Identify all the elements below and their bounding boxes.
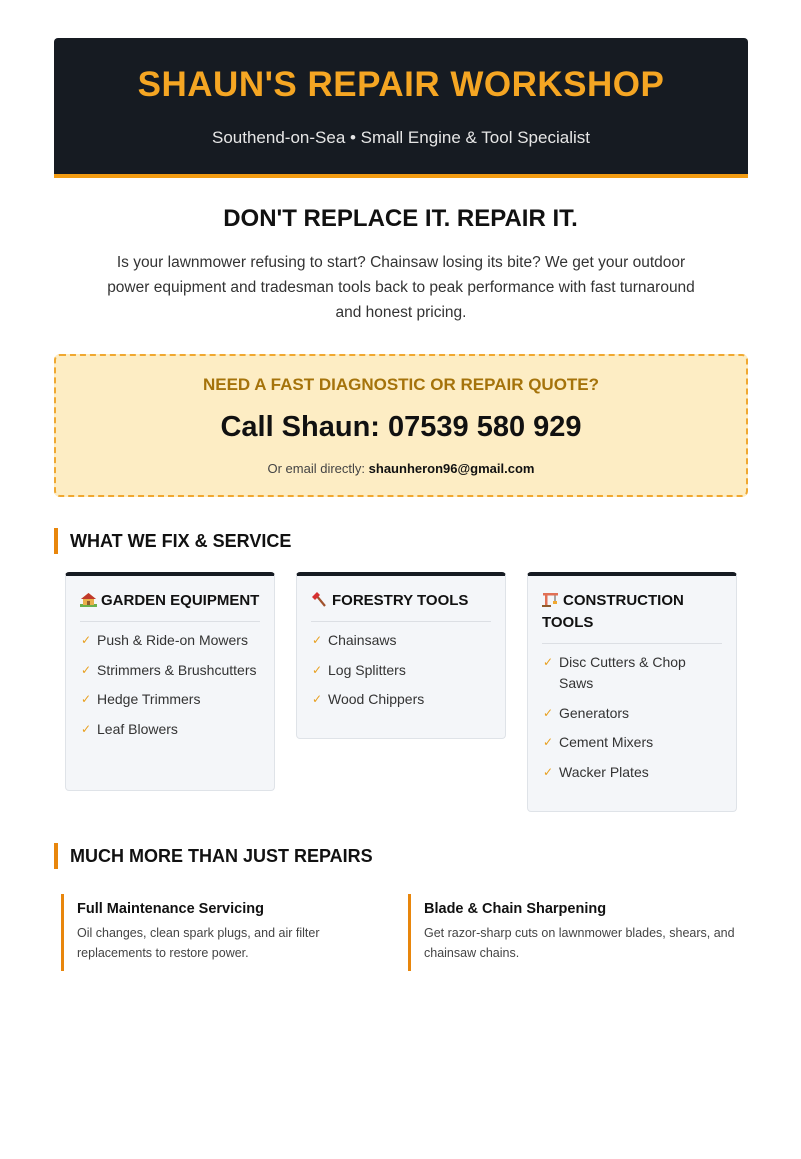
list-item: ✓ Chainsaws: [311, 630, 491, 651]
house-garden-icon: [80, 592, 97, 607]
service-sharpening: [408, 894, 743, 971]
service-title: Blade & Chain Sharpening: [424, 901, 607, 917]
email-address[interactable]: shaunheron96@gmail.com: [368, 461, 535, 476]
list-item: ✓ Wood Chippers: [311, 689, 491, 710]
business-name: SHAUN'S REPAIR WORKSHOP: [137, 65, 665, 104]
headline: DON'T REPLACE IT. REPAIR IT.: [223, 205, 578, 232]
card-title: [542, 590, 722, 644]
card-title-text: FORESTRY TOOLS: [332, 592, 469, 609]
card-list: [542, 652, 722, 783]
check-icon: ✓: [543, 705, 554, 720]
card-title: [311, 590, 491, 622]
phone-number[interactable]: Call Shaun: 07539 580 929: [220, 411, 582, 443]
card-garden-equipment: [65, 572, 275, 791]
service-description: Oil changes, clean spark plugs, and air filter replacements to restore power.: [77, 926, 320, 960]
check-icon: ✓: [543, 764, 554, 779]
axe-icon: [311, 592, 328, 607]
service-maintenance: [61, 894, 361, 971]
list-item: ✓ Log Splitters: [311, 660, 491, 681]
header-banner: [54, 38, 748, 178]
list-item: ✓ Push & Ride-on Mowers: [80, 630, 260, 651]
check-icon: ✓: [312, 633, 323, 647]
check-icon: ✓: [543, 655, 554, 669]
quote-callout: [54, 354, 748, 497]
card-list: [311, 630, 491, 710]
email-prefix: Or email directly:: [267, 461, 366, 476]
card-title-text: CONSTRUCTION TOOLS: [542, 592, 684, 631]
list-item: ✓ Cement Mixers: [542, 732, 722, 753]
card-title: [80, 590, 260, 622]
check-icon: ✓: [81, 662, 92, 677]
check-icon: ✓: [543, 735, 554, 749]
card-list: [80, 630, 260, 740]
business-tagline: Southend-on-Sea • Small Engine & Tool Specialist: [212, 128, 590, 147]
card-title-text: GARDEN EQUIPMENT: [101, 592, 260, 609]
check-icon: ✓: [81, 692, 92, 706]
check-icon: ✓: [81, 721, 92, 736]
card-forestry-tools: [296, 572, 506, 739]
service-description: Get razor-sharp cuts on lawnmower blades, shears, and chainsaw chains.: [424, 926, 735, 960]
service-title: Full Maintenance Servicing: [77, 901, 264, 917]
list-item: ✓ Wacker Plates: [542, 762, 722, 783]
list-item: ✓ Disc Cutters & Chop Saws: [543, 654, 686, 691]
list-item: ✓ Generators: [542, 703, 722, 724]
check-icon: ✓: [81, 633, 92, 647]
section-title-more-than-repairs: MUCH MORE THAN JUST REPAIRS: [54, 843, 373, 869]
construction-crane-icon: [542, 592, 559, 607]
intro-paragraph: Is your lawnmower refusing to start? Chainsaw losing its bite? We get your outdoor power equipment and tradesman tools back to peak performance with fast turnaround and honest pricing.: [107, 254, 695, 321]
card-construction-tools: [527, 572, 737, 812]
callout-heading: NEED A FAST DIAGNOSTIC OR REPAIR QUOTE?: [202, 375, 600, 394]
check-icon: ✓: [312, 662, 323, 677]
list-item: ✓ Leaf Blowers: [80, 719, 260, 740]
email-line: [56, 461, 746, 476]
list-item: ✓ Hedge Trimmers: [80, 689, 260, 710]
list-item: ✓ Strimmers & Brushcutters: [80, 660, 260, 681]
section-title-what-we-fix: WHAT WE FIX & SERVICE: [54, 528, 291, 554]
check-icon: ✓: [312, 692, 323, 706]
